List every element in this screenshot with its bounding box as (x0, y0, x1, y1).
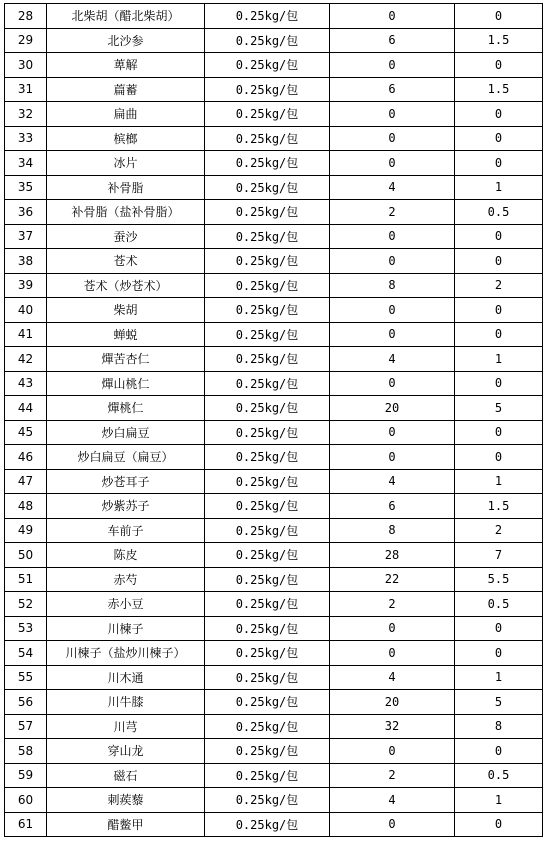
weight-cell: 5 (455, 690, 543, 715)
herb-name-cell: 燀桃仁 (47, 396, 205, 421)
weight-cell: 0 (455, 4, 543, 29)
quantity-cell: 8 (330, 518, 455, 543)
herb-name-cell: 炒白扁豆（扁豆） (47, 445, 205, 470)
weight-cell: 0 (455, 420, 543, 445)
row-number-cell: 54 (5, 641, 47, 666)
weight-cell: 1 (455, 175, 543, 200)
herb-name-cell: 萹蓄 (47, 77, 205, 102)
table-row (5, 788, 543, 813)
herb-name-cell: 蚕沙 (47, 224, 205, 249)
table-row (5, 200, 543, 225)
weight-cell: 1.5 (455, 28, 543, 53)
herb-name-cell: 川楝子（盐炒川楝子） (47, 641, 205, 666)
weight-cell: 1 (455, 469, 543, 494)
table-row (5, 494, 543, 519)
row-number-cell: 58 (5, 739, 47, 764)
package-spec-cell: 0.25kg/包 (205, 763, 330, 788)
herb-inventory-table (4, 3, 543, 837)
quantity-cell: 0 (330, 224, 455, 249)
herb-name-cell: 槟榔 (47, 126, 205, 151)
weight-cell: 0 (455, 298, 543, 323)
quantity-cell: 0 (330, 739, 455, 764)
row-number-cell: 33 (5, 126, 47, 151)
quantity-cell: 0 (330, 420, 455, 445)
package-spec-cell: 0.25kg/包 (205, 4, 330, 29)
herb-name-cell: 燀山桃仁 (47, 371, 205, 396)
weight-cell: 0 (455, 616, 543, 641)
table-row (5, 739, 543, 764)
table-row (5, 469, 543, 494)
herb-name-cell: 陈皮 (47, 543, 205, 568)
row-number-cell: 31 (5, 77, 47, 102)
table-row (5, 298, 543, 323)
table-row (5, 249, 543, 274)
row-number-cell: 29 (5, 28, 47, 53)
weight-cell: 2 (455, 273, 543, 298)
package-spec-cell: 0.25kg/包 (205, 273, 330, 298)
table-row (5, 175, 543, 200)
quantity-cell: 0 (330, 812, 455, 837)
package-spec-cell: 0.25kg/包 (205, 714, 330, 739)
row-number-cell: 32 (5, 102, 47, 127)
package-spec-cell: 0.25kg/包 (205, 469, 330, 494)
row-number-cell: 35 (5, 175, 47, 200)
package-spec-cell: 0.25kg/包 (205, 665, 330, 690)
package-spec-cell: 0.25kg/包 (205, 396, 330, 421)
table-body (5, 4, 543, 837)
row-number-cell: 41 (5, 322, 47, 347)
row-number-cell: 60 (5, 788, 47, 813)
row-number-cell: 36 (5, 200, 47, 225)
herb-name-cell: 燀苦杏仁 (47, 347, 205, 372)
herb-name-cell: 赤小豆 (47, 592, 205, 617)
quantity-cell: 6 (330, 494, 455, 519)
weight-cell: 0 (455, 126, 543, 151)
quantity-cell: 6 (330, 28, 455, 53)
row-number-cell: 53 (5, 616, 47, 641)
herb-name-cell: 炒白扁豆 (47, 420, 205, 445)
table-row (5, 77, 543, 102)
package-spec-cell: 0.25kg/包 (205, 102, 330, 127)
weight-cell: 1.5 (455, 494, 543, 519)
weight-cell: 0 (455, 812, 543, 837)
herb-name-cell: 北柴胡（醋北柴胡） (47, 4, 205, 29)
table-row (5, 273, 543, 298)
table-row (5, 347, 543, 372)
quantity-cell: 2 (330, 592, 455, 617)
herb-name-cell: 川木通 (47, 665, 205, 690)
table-row (5, 567, 543, 592)
quantity-cell: 0 (330, 102, 455, 127)
herb-name-cell: 川芎 (47, 714, 205, 739)
row-number-cell: 43 (5, 371, 47, 396)
table-row (5, 616, 543, 641)
quantity-cell: 28 (330, 543, 455, 568)
quantity-cell: 20 (330, 690, 455, 715)
weight-cell: 0 (455, 445, 543, 470)
table-row (5, 518, 543, 543)
package-spec-cell: 0.25kg/包 (205, 53, 330, 78)
table-row (5, 714, 543, 739)
weight-cell: 0 (455, 371, 543, 396)
weight-cell: 7 (455, 543, 543, 568)
quantity-cell: 0 (330, 249, 455, 274)
row-number-cell: 42 (5, 347, 47, 372)
row-number-cell: 52 (5, 592, 47, 617)
herb-name-cell: 蝉蜕 (47, 322, 205, 347)
table-row (5, 224, 543, 249)
row-number-cell: 59 (5, 763, 47, 788)
herb-name-cell: 北沙参 (47, 28, 205, 53)
row-number-cell: 48 (5, 494, 47, 519)
row-number-cell: 39 (5, 273, 47, 298)
herb-name-cell: 刺蒺藜 (47, 788, 205, 813)
quantity-cell: 4 (330, 665, 455, 690)
table-row (5, 690, 543, 715)
package-spec-cell: 0.25kg/包 (205, 567, 330, 592)
package-spec-cell: 0.25kg/包 (205, 543, 330, 568)
package-spec-cell: 0.25kg/包 (205, 126, 330, 151)
table-row (5, 396, 543, 421)
package-spec-cell: 0.25kg/包 (205, 616, 330, 641)
package-spec-cell: 0.25kg/包 (205, 494, 330, 519)
row-number-cell: 47 (5, 469, 47, 494)
quantity-cell: 0 (330, 151, 455, 176)
herb-name-cell: 川牛膝 (47, 690, 205, 715)
package-spec-cell: 0.25kg/包 (205, 518, 330, 543)
quantity-cell: 4 (330, 788, 455, 813)
package-spec-cell: 0.25kg/包 (205, 200, 330, 225)
table-row (5, 812, 543, 837)
quantity-cell: 0 (330, 322, 455, 347)
table-row (5, 28, 543, 53)
quantity-cell: 0 (330, 641, 455, 666)
weight-cell: 0 (455, 641, 543, 666)
row-number-cell: 49 (5, 518, 47, 543)
quantity-cell: 6 (330, 77, 455, 102)
row-number-cell: 45 (5, 420, 47, 445)
weight-cell: 1.5 (455, 77, 543, 102)
weight-cell: 0 (455, 739, 543, 764)
herb-name-cell: 柴胡 (47, 298, 205, 323)
package-spec-cell: 0.25kg/包 (205, 788, 330, 813)
table-row (5, 126, 543, 151)
weight-cell: 1 (455, 347, 543, 372)
row-number-cell: 61 (5, 812, 47, 837)
quantity-cell: 32 (330, 714, 455, 739)
quantity-cell: 2 (330, 763, 455, 788)
table-row (5, 420, 543, 445)
herb-name-cell: 冰片 (47, 151, 205, 176)
herb-name-cell: 穿山龙 (47, 739, 205, 764)
weight-cell: 0 (455, 151, 543, 176)
table-row (5, 53, 543, 78)
herb-name-cell: 车前子 (47, 518, 205, 543)
package-spec-cell: 0.25kg/包 (205, 28, 330, 53)
herb-name-cell: 补骨脂 (47, 175, 205, 200)
row-number-cell: 51 (5, 567, 47, 592)
quantity-cell: 4 (330, 347, 455, 372)
package-spec-cell: 0.25kg/包 (205, 739, 330, 764)
herb-name-cell: 磁石 (47, 763, 205, 788)
weight-cell: 0.5 (455, 200, 543, 225)
weight-cell: 0 (455, 224, 543, 249)
row-number-cell: 56 (5, 690, 47, 715)
herb-name-cell: 川楝子 (47, 616, 205, 641)
weight-cell: 1 (455, 788, 543, 813)
package-spec-cell: 0.25kg/包 (205, 592, 330, 617)
weight-cell: 0 (455, 249, 543, 274)
herb-name-cell: 醋鳖甲 (47, 812, 205, 837)
herb-name-cell: 炒紫苏子 (47, 494, 205, 519)
weight-cell: 5.5 (455, 567, 543, 592)
herb-name-cell: 扁曲 (47, 102, 205, 127)
package-spec-cell: 0.25kg/包 (205, 641, 330, 666)
package-spec-cell: 0.25kg/包 (205, 445, 330, 470)
row-number-cell: 30 (5, 53, 47, 78)
row-number-cell: 46 (5, 445, 47, 470)
herb-name-cell: 炒苍耳子 (47, 469, 205, 494)
quantity-cell: 0 (330, 298, 455, 323)
row-number-cell: 50 (5, 543, 47, 568)
weight-cell: 1 (455, 665, 543, 690)
package-spec-cell: 0.25kg/包 (205, 347, 330, 372)
table-row (5, 592, 543, 617)
table-row (5, 763, 543, 788)
package-spec-cell: 0.25kg/包 (205, 812, 330, 837)
package-spec-cell: 0.25kg/包 (205, 371, 330, 396)
quantity-cell: 8 (330, 273, 455, 298)
weight-cell: 0.5 (455, 763, 543, 788)
table-row (5, 445, 543, 470)
herb-name-cell: 苍术 (47, 249, 205, 274)
table-row (5, 665, 543, 690)
quantity-cell: 22 (330, 567, 455, 592)
quantity-cell: 0 (330, 53, 455, 78)
row-number-cell: 37 (5, 224, 47, 249)
row-number-cell: 55 (5, 665, 47, 690)
quantity-cell: 0 (330, 616, 455, 641)
weight-cell: 0.5 (455, 592, 543, 617)
package-spec-cell: 0.25kg/包 (205, 77, 330, 102)
package-spec-cell: 0.25kg/包 (205, 249, 330, 274)
weight-cell: 0 (455, 102, 543, 127)
row-number-cell: 38 (5, 249, 47, 274)
quantity-cell: 0 (330, 371, 455, 396)
quantity-cell: 0 (330, 4, 455, 29)
table-row (5, 322, 543, 347)
package-spec-cell: 0.25kg/包 (205, 420, 330, 445)
package-spec-cell: 0.25kg/包 (205, 322, 330, 347)
table-row (5, 102, 543, 127)
table-row (5, 151, 543, 176)
quantity-cell: 2 (330, 200, 455, 225)
weight-cell: 5 (455, 396, 543, 421)
quantity-cell: 20 (330, 396, 455, 421)
quantity-cell: 0 (330, 445, 455, 470)
herb-name-cell: 赤芍 (47, 567, 205, 592)
package-spec-cell: 0.25kg/包 (205, 151, 330, 176)
package-spec-cell: 0.25kg/包 (205, 224, 330, 249)
herb-name-cell: 补骨脂（盐补骨脂） (47, 200, 205, 225)
row-number-cell: 40 (5, 298, 47, 323)
weight-cell: 2 (455, 518, 543, 543)
quantity-cell: 4 (330, 469, 455, 494)
table-row (5, 641, 543, 666)
table-row (5, 543, 543, 568)
row-number-cell: 44 (5, 396, 47, 421)
quantity-cell: 0 (330, 126, 455, 151)
row-number-cell: 57 (5, 714, 47, 739)
row-number-cell: 34 (5, 151, 47, 176)
weight-cell: 0 (455, 53, 543, 78)
package-spec-cell: 0.25kg/包 (205, 175, 330, 200)
herb-name-cell: 萆解 (47, 53, 205, 78)
package-spec-cell: 0.25kg/包 (205, 690, 330, 715)
table-row (5, 371, 543, 396)
package-spec-cell: 0.25kg/包 (205, 298, 330, 323)
row-number-cell: 28 (5, 4, 47, 29)
weight-cell: 8 (455, 714, 543, 739)
table-row (5, 4, 543, 29)
weight-cell: 0 (455, 322, 543, 347)
herb-name-cell: 苍术（炒苍术） (47, 273, 205, 298)
quantity-cell: 4 (330, 175, 455, 200)
